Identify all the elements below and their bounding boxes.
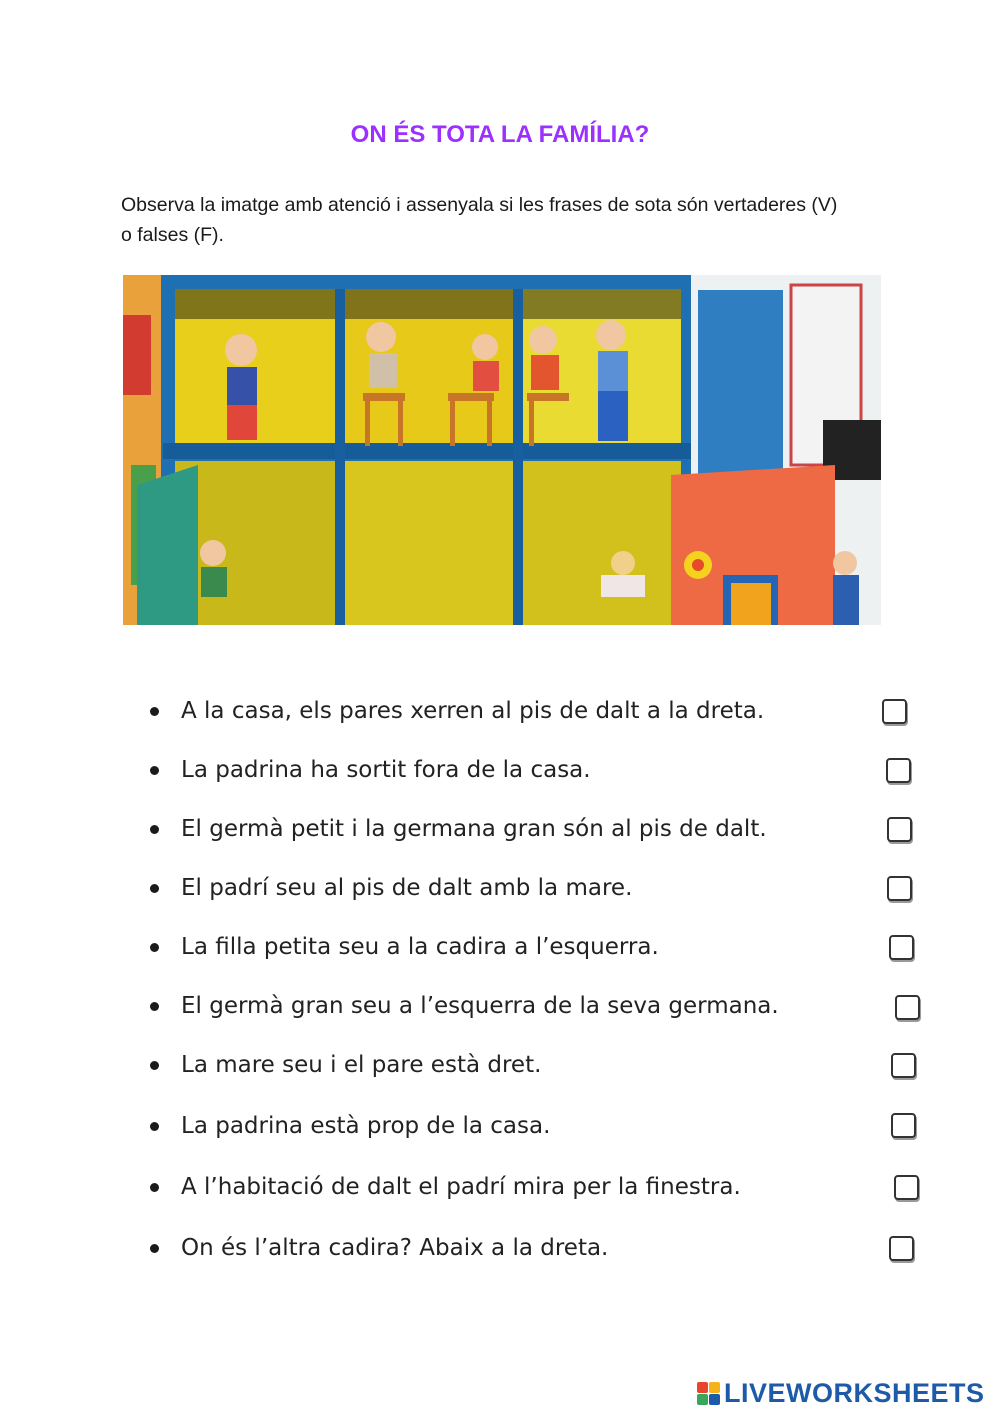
question-text: La mare seu i el pare està dret. — [181, 1052, 542, 1078]
question-item — [150, 1228, 608, 1268]
bullet-icon — [150, 825, 159, 834]
question-item — [150, 868, 632, 908]
question-item — [150, 691, 764, 731]
question-text: La filla petita seu a la cadira a l’esquerra. — [181, 934, 659, 960]
answer-checkbox[interactable] — [889, 935, 914, 960]
answer-checkbox[interactable] — [882, 699, 907, 724]
logo-squares-icon — [697, 1382, 720, 1405]
answer-checkbox[interactable] — [889, 1236, 914, 1261]
bullet-icon — [150, 766, 159, 775]
bullet-icon — [150, 1122, 159, 1131]
bullet-icon — [150, 1244, 159, 1253]
question-text: El germà petit i la germana gran són al pis de dalt. — [181, 816, 767, 842]
bullet-icon — [150, 943, 159, 952]
question-text: A l’habitació de dalt el padrí mira per la finestra. — [181, 1174, 741, 1200]
liveworksheets-logo — [697, 1378, 985, 1409]
question-item — [150, 1106, 550, 1146]
question-item — [150, 986, 779, 1026]
question-text: A la casa, els pares xerren al pis de dalt a la dreta. — [181, 698, 765, 724]
question-text: El germà gran seu a l’esquerra de la seva germana. — [181, 993, 779, 1019]
bullet-icon — [150, 1061, 159, 1070]
answer-checkbox[interactable] — [895, 995, 920, 1020]
question-item — [150, 750, 591, 790]
question-item — [150, 1045, 541, 1085]
dollhouse-photo — [123, 275, 881, 625]
question-text: On és l’altra cadira? Abaix a la dreta. — [181, 1235, 609, 1261]
question-item — [150, 1167, 741, 1207]
bullet-icon — [150, 1183, 159, 1192]
bullet-icon — [150, 707, 159, 716]
answer-checkbox[interactable] — [887, 876, 912, 901]
answer-checkbox[interactable] — [887, 817, 912, 842]
bullet-icon — [150, 884, 159, 893]
question-item — [150, 809, 767, 849]
answer-checkbox[interactable] — [891, 1053, 916, 1078]
logo-text: LIVEWORKSHEETS — [724, 1378, 985, 1408]
bullet-icon — [150, 1002, 159, 1011]
answer-checkbox[interactable] — [894, 1175, 919, 1200]
instructions-text: Observa la imatge amb atenció i assenyala si les frases de sota són vertaderes (V) o falses (F). — [121, 194, 838, 246]
question-text: La padrina està prop de la casa. — [181, 1113, 551, 1139]
question-item — [150, 927, 659, 967]
question-text: La padrina ha sortit fora de la casa. — [181, 757, 591, 783]
answer-checkbox[interactable] — [891, 1113, 916, 1138]
worksheet-title: ON ÉS TOTA LA FAMÍLIA? — [350, 121, 650, 148]
question-text: El padrí seu al pis de dalt amb la mare. — [181, 875, 633, 901]
answer-checkbox[interactable] — [886, 758, 911, 783]
